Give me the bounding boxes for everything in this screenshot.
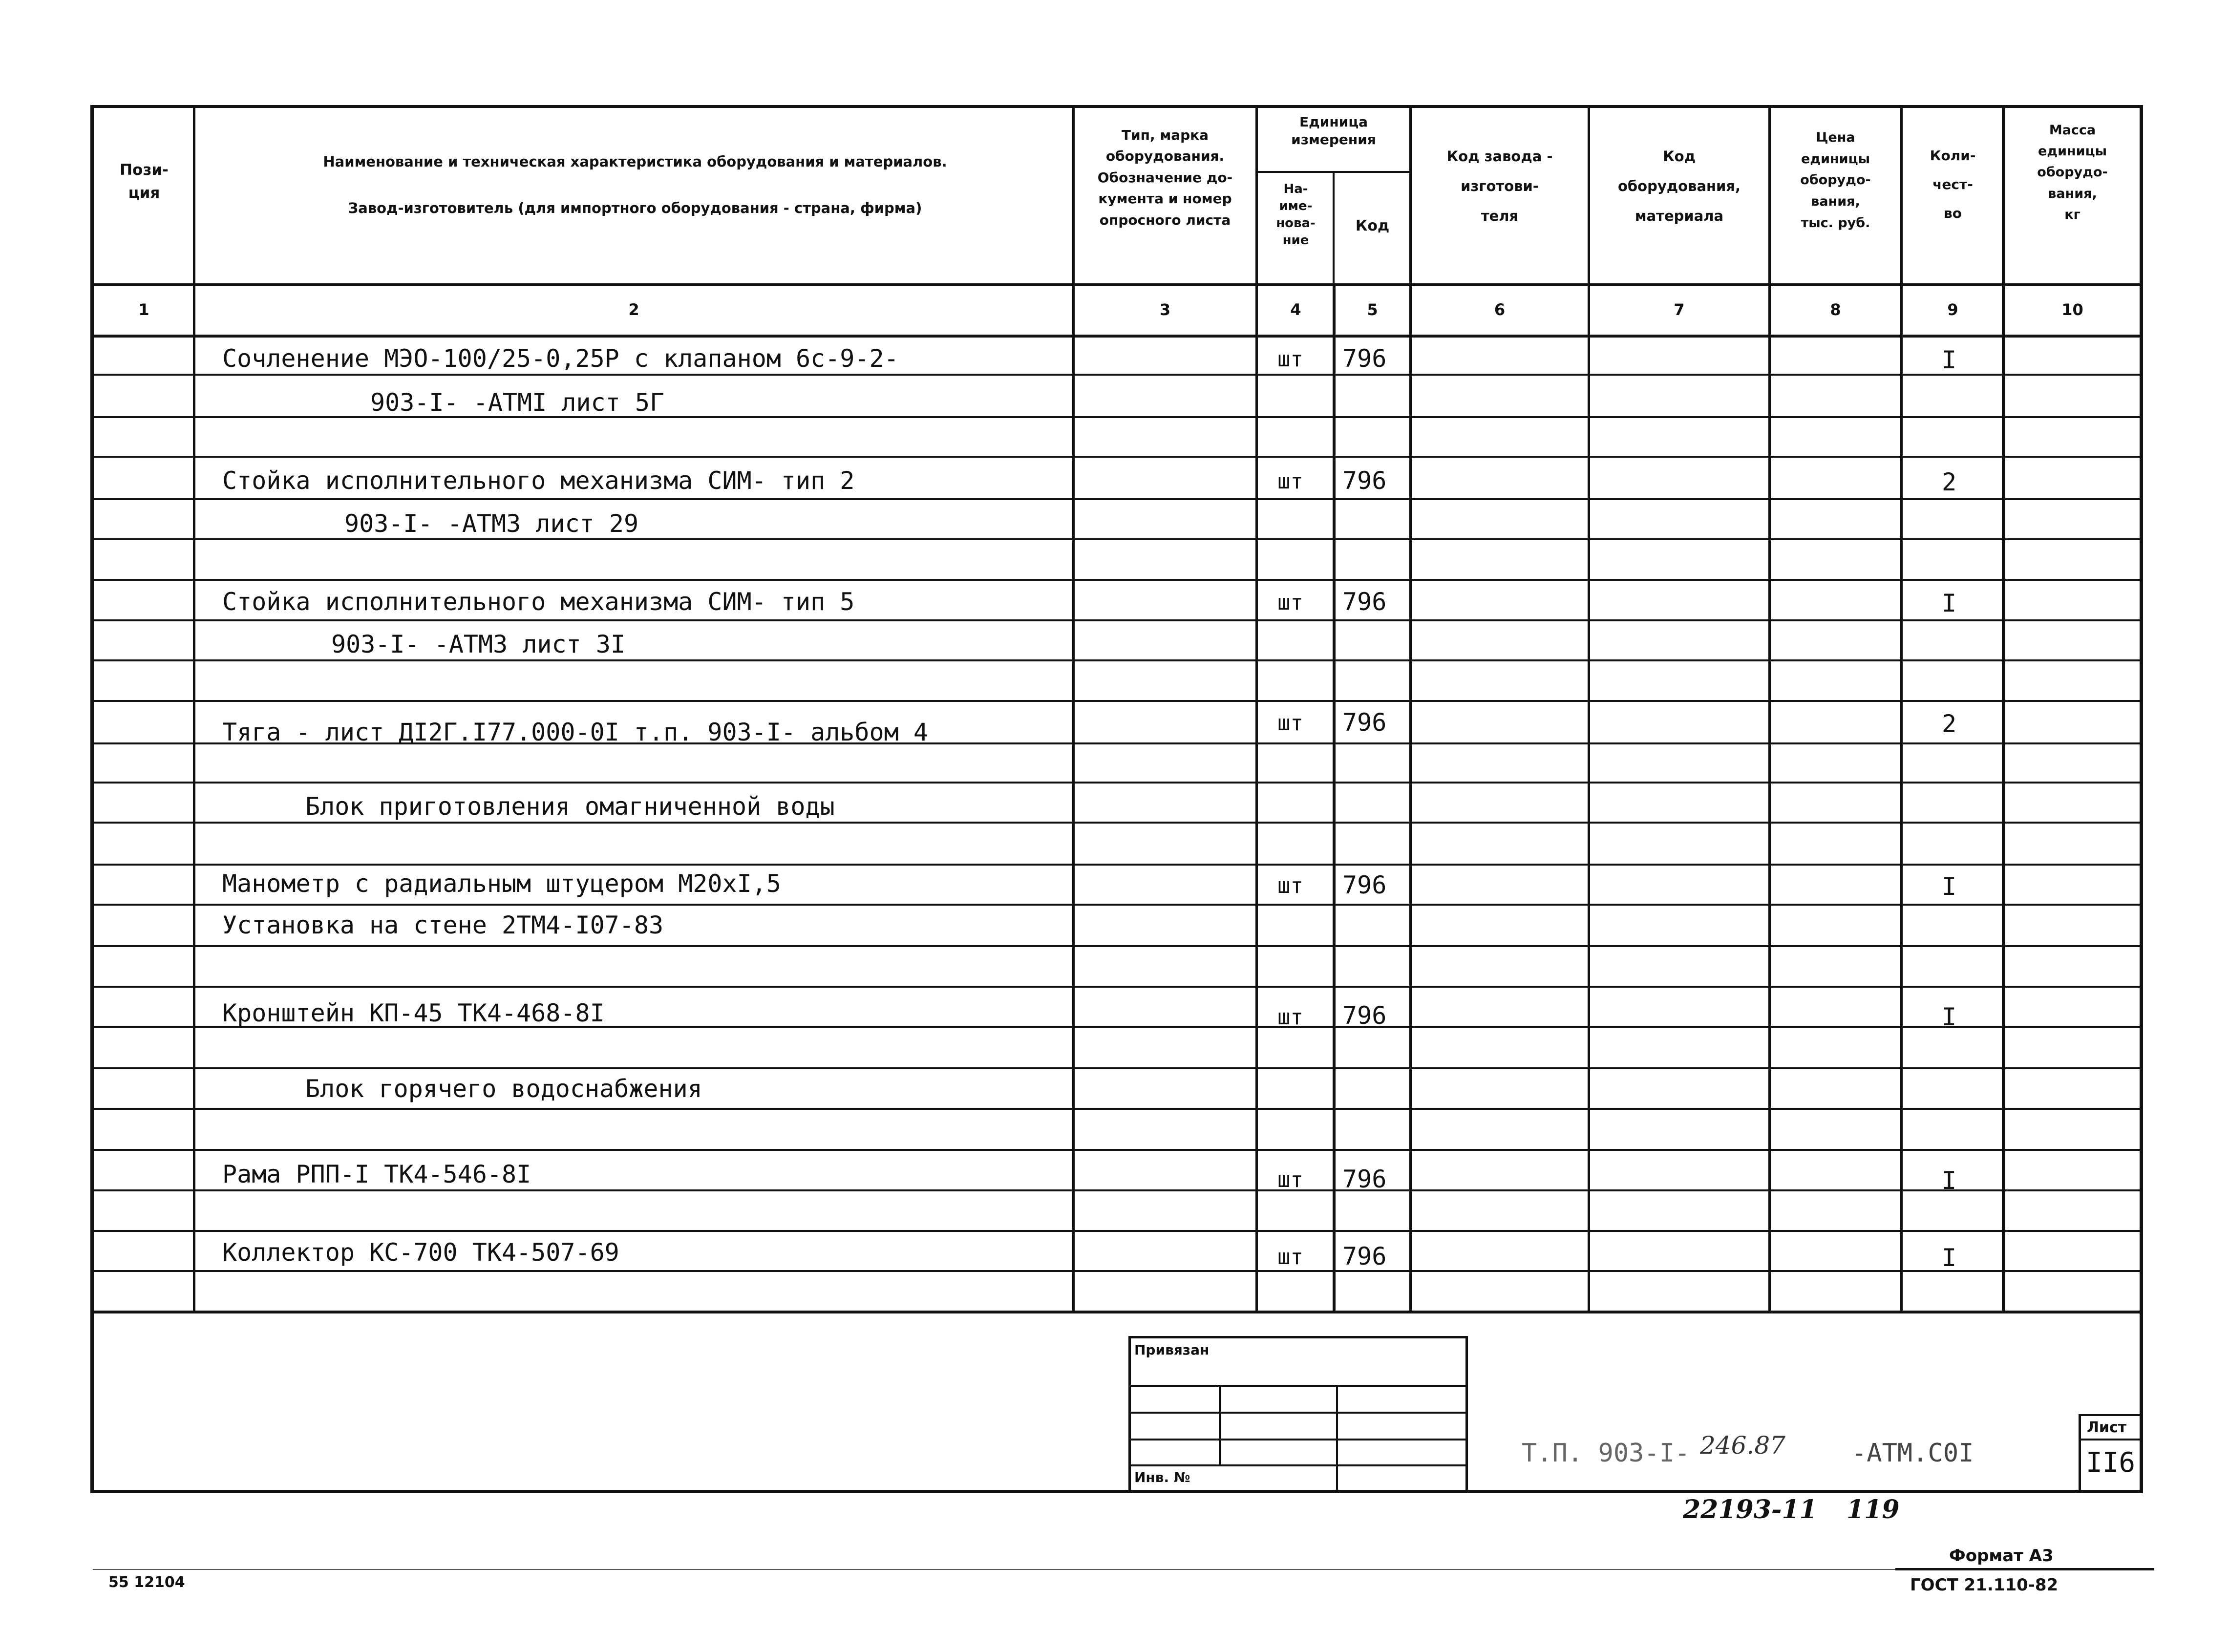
table-row-qty: I [1942,872,1957,901]
table-row-unit: шт [1277,873,1303,898]
section-heading: Блок приготовления омагниченной воды [305,792,835,821]
stamp-privyazan: Привязан [1134,1342,1210,1358]
table-row-code: 796 [1342,871,1387,899]
table-row-name: Сочленение МЭО-100/25-0,25Р с клапаном 6с-9-2- [222,344,899,373]
table-row-unit: шт [1277,711,1303,736]
table-row-unit: шт [1277,1167,1303,1192]
col-number: 2 [628,300,639,319]
bottom-left-code: 55 12104 [108,1574,185,1591]
header-unit-group: Единица измерения [1291,114,1376,148]
table-row-name: Манометр с радиальным штуцером М20хI,5 [222,869,781,898]
col-number: 4 [1290,300,1301,319]
header-position: Пози- ция [120,161,169,202]
table-row-unit: шт [1277,590,1303,615]
table-row-qty: I [1942,589,1957,617]
header-quantity: Коли- чест- во [1930,148,1976,221]
table-row-code: 796 [1342,708,1387,737]
col-number: 8 [1830,300,1841,319]
col-number: 1 [138,300,149,319]
table-row-code: 796 [1342,1001,1387,1030]
table-row-code: 796 [1342,344,1387,373]
doc-designation-suffix: -АТМ.С0I [1851,1439,1974,1468]
col-number: 5 [1367,300,1378,319]
table-row-unit: шт [1277,1245,1303,1270]
table-row-name: Стойка исполнительного механизма СИМ- тип 2 [222,466,855,495]
table-row-unit: шт [1277,469,1303,494]
table-row-code: 796 [1342,1165,1387,1193]
header-equipment-code: Код оборудования, материала [1617,148,1741,224]
col-number: 7 [1674,300,1685,319]
table-row-name: Стойка исполнительного механизма СИМ- тип 5 [222,588,855,616]
gost-label: ГОСТ 21.110-82 [1910,1575,2059,1595]
header-price: Цена единицы оборудо- вания, тыс. руб. [1800,130,1871,231]
table-row-unit: шт [1277,347,1303,372]
stamp-inventory-no: Инв. № [1134,1469,1190,1485]
table-row-name: 903-I- -АТМ3 лист 3I [331,630,626,658]
header-unit-code: Код [1355,217,1390,234]
table-row-name: Рама РПП-I ТК4-546-8I [222,1160,531,1188]
table-row-code: 796 [1342,466,1387,495]
header-name-line1: Наименование и техническая характеристика оборудования и материалов. [323,153,947,170]
handwritten-number: 119 [1847,1495,1900,1525]
table-row-name: Кронштейн КП-45 ТК4-468-8I [222,999,605,1027]
table-row-qty: I [1942,346,1957,374]
table-row-unit: шт [1277,1005,1303,1030]
section-heading: Блок горячего водоснабжения [305,1075,702,1103]
table-row-name: 903-I- -АТМI лист 5Г [370,388,665,417]
table-row-code: 796 [1342,588,1387,616]
table-row-qty: I [1942,1244,1957,1272]
col-number: 3 [1159,300,1171,319]
sheet-number: II6 [2086,1447,2136,1479]
table-row-qty: I [1942,1166,1957,1195]
table-row-name: 903-I- -АТМ3 лист 29 [344,509,639,538]
table-row-qty: I [1942,1003,1957,1031]
header-type: Тип, марка оборудования. Обозначение до- кумента и номер опросного листа [1097,127,1233,228]
format-label: Формат А3 [1949,1546,2054,1566]
handwritten-number: 22193-11 [1683,1495,1817,1525]
table-row-name: Установка на стене 2ТМ4-I07-83 [222,911,664,939]
doc-designation-prefix: Т.П. 903-I- [1522,1439,1690,1468]
table-row-qty: 2 [1942,468,1957,496]
col-number: 9 [1947,300,1958,319]
sheet-label: Лист [2087,1419,2127,1436]
doc-designation-handwritten: 246.87 [1700,1431,1785,1460]
table-row-code: 796 [1342,1242,1387,1271]
header-name-line2: Завод-изготовитель (для импортного оборудования - страна, фирма) [348,200,922,216]
header-factory-code: Код завода - изготови- теля [1446,148,1553,224]
table-row-qty: 2 [1942,710,1957,738]
table-row-name: Коллектор КС-700 ТК4-507-69 [222,1238,619,1267]
col-number: 10 [2061,300,2083,319]
table-row-name: Тяга - лист ДI2Г.I77.000-0I т.п. 903-I- альбом 4 [222,718,928,746]
col-number: 6 [1494,300,1506,319]
header-unit-name: На- име- нова- ние [1276,182,1316,248]
header-mass: Масса единицы оборудо- вания, кг [2037,123,2108,222]
